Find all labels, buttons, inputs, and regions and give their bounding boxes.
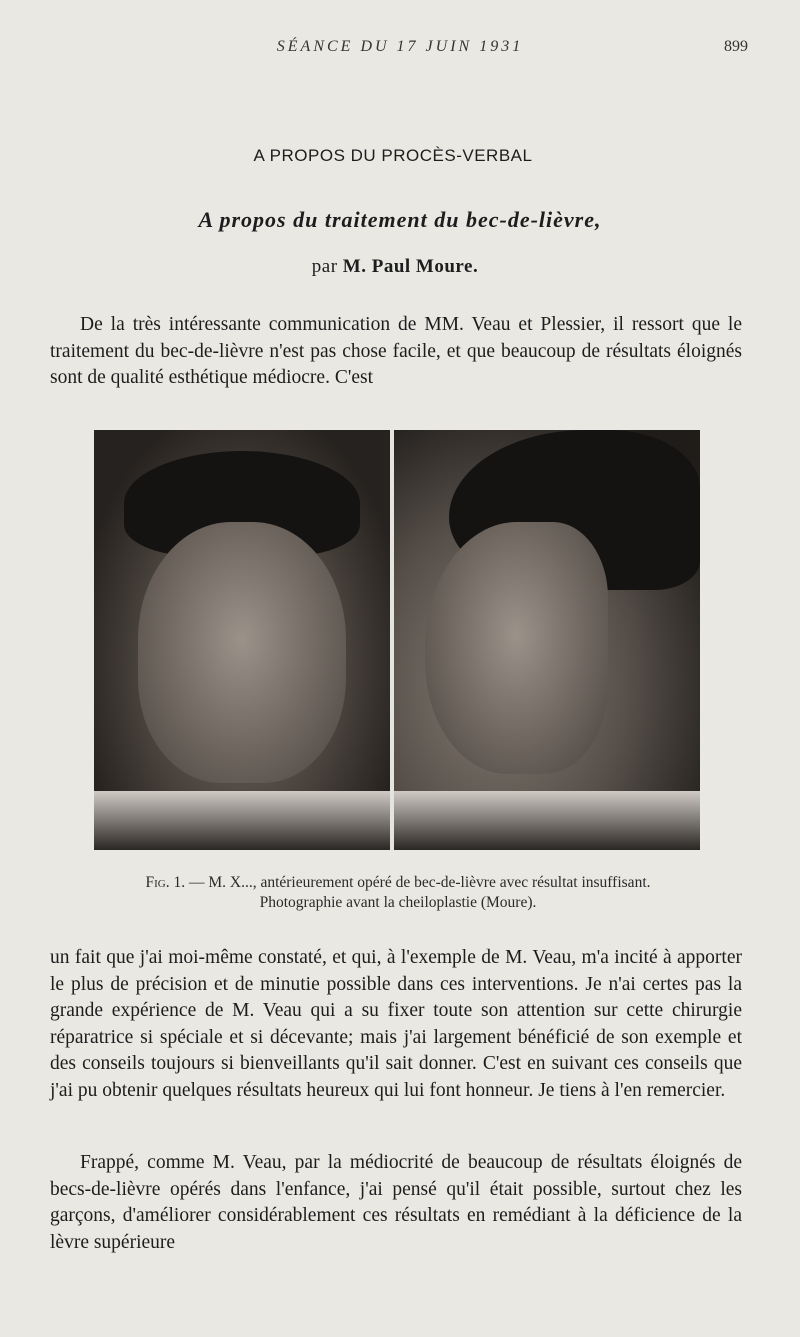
running-head: SÉANCE DU 17 JUIN 1931 — [276, 38, 524, 55]
figure-caption — [48, 873, 748, 913]
paragraph-frappe: Frappé, comme M. Veau, par la médiocrité de beaucoup de résultats éloignés de becs-de-lièvre opérés dans l'enfance, j'ai pensé qu'il était possible, surtout chez les garçons, d'améliorer considérablement ces résultats en remédiant à la déficience de la lèvre supérieure — [50, 1152, 742, 1253]
page-number: 899 — [724, 38, 748, 55]
byline — [0, 256, 790, 278]
photo-collar — [394, 791, 700, 850]
photo-profile-view — [394, 430, 700, 850]
figure-label: Fig. 1. — [145, 874, 186, 891]
paragraph-continuation: un fait que j'ai moi-même constaté, et qui, à l'exemple de M. Veau, m'a incité à apporter le plus de précision et de minutie possible dans ces interventions. Je n'ai certes pas la grande expérience de M. Veau qui a su fixer toute son attention sur cette chirurgie réparatrice si spéciale et si décevante; mais j'ai largement bénéficié de son exemple et des conseils toujours si bienveillants qu'il sait donner. C'est en suivant ces conseils que j'ai pu obtenir quelques résultats heureux qui lui font honneur. Je tiens à l'en remercier. — [50, 947, 742, 1101]
photo-face — [425, 522, 609, 774]
figure-photographs — [94, 430, 700, 850]
photo-collar — [94, 791, 390, 850]
section-heading: A PROPOS DU PROCÈS-VERBAL — [253, 146, 533, 165]
paragraph-intro: De la très intéressante communication de MM. Veau et Plessier, il ressort que le traitement du bec-de-lièvre n'est pas chose facile, et que beaucoup de résultats éloignés sont de qualité esthétique médiocre. C'est — [50, 314, 742, 388]
photo-front-view — [94, 430, 390, 850]
article-title: A propos du traitement du bec-de-lièvre, — [198, 207, 602, 232]
byline-prefix: par — [311, 256, 343, 277]
photo-face — [138, 522, 345, 782]
caption-line-1: — M. X..., antérieurement opéré de bec-de-lièvre avec résultat insuffisant. — [185, 874, 651, 891]
caption-line-2: Photographie avant la cheiloplastie (Moure). — [259, 894, 537, 911]
author-name: M. Paul Moure. — [342, 256, 479, 277]
